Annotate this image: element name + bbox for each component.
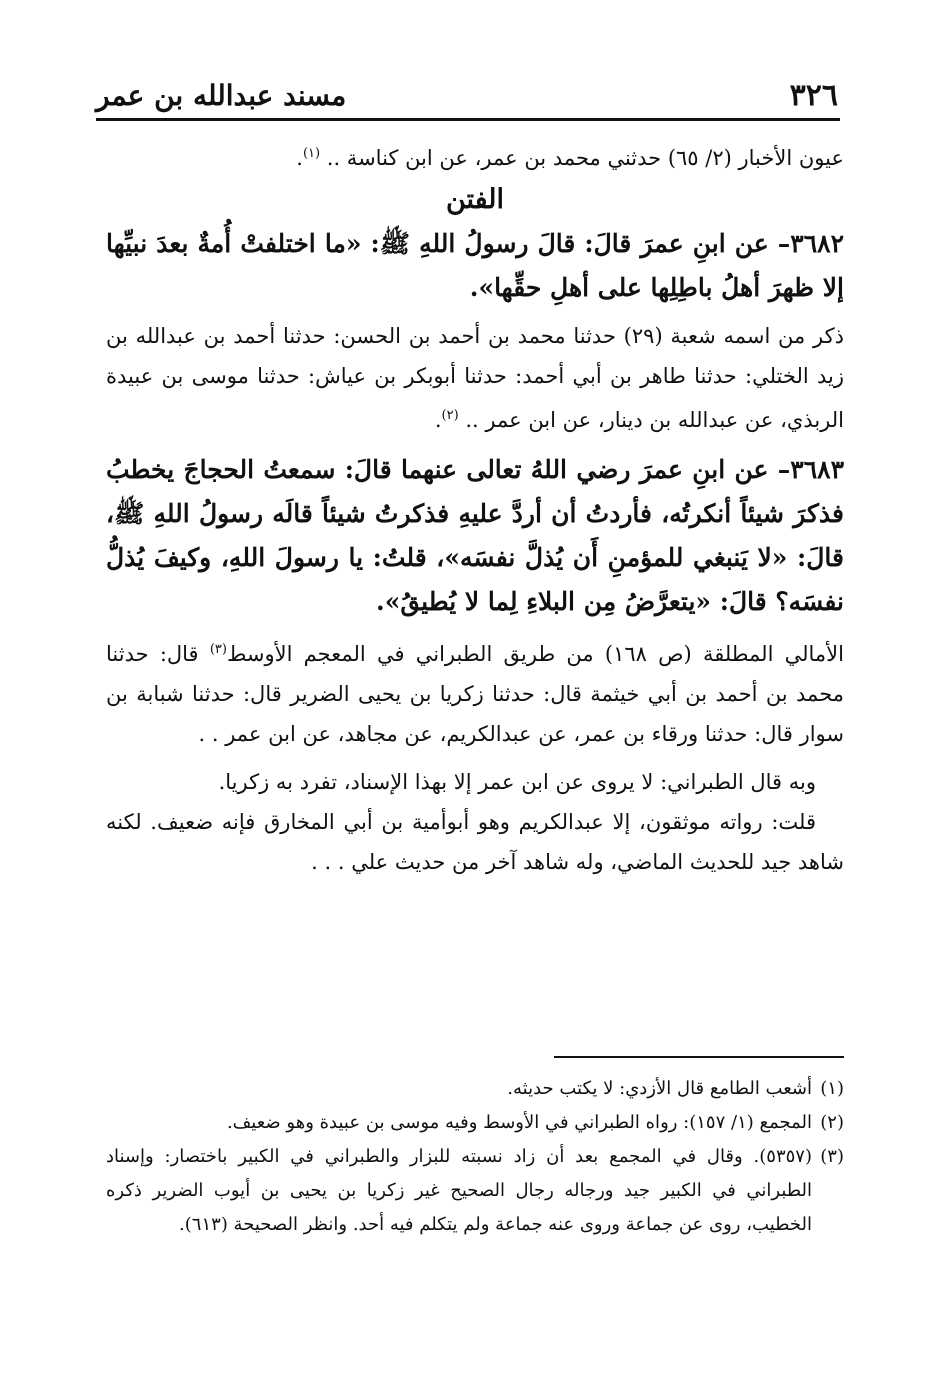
footnote-ref-3: (٣): [209, 642, 227, 657]
intro-end: .: [296, 146, 303, 170]
footnote-text: أشعب الطامع قال الأزدي: لا يكتب حديثه.: [507, 1078, 812, 1099]
running-title: مسند عبدالله بن عمر: [96, 79, 347, 112]
hadith-3683: ٣٦٨٣– عن ابنِ عمرَ رضي اللهُ تعالى عنهما قالَ: سمعتُ الحجاجَ يخطبُ فذكرَ شيئاً أنكرتُه، فأردتُ أن أردَّ عليهِ فذكرتُ شيئاً قالَه رسولُ اللهِ ﷺ، قالَ: «لا يَنبغي للمؤمنِ أَن يُذلَّ نفسَه»، قلتُ: يا رسولَ اللهِ، وكيفَ يُذلُّ نفسَه؟ قالَ: «يتعرَّضُ مِن البلاءِ لِما لا يُطيقُ».: [106, 455, 844, 616]
footnote-number: (٣): [820, 1146, 844, 1167]
source-3683-text-a: الأمالي المطلقة (ص ١٦٨) من طريق الطبراني في المعجم الأوسط: [226, 642, 844, 666]
footnotes: [106, 1072, 844, 1242]
section-title: الفتن: [445, 184, 505, 215]
footnote-rule: [554, 1056, 844, 1058]
footnote-ref-2: (٢): [441, 408, 459, 423]
tabarani-remark: وبه قال الطبراني: لا يروى عن ابن عمر إلا بهذا الإسناد، تفرد به زكريا.: [218, 770, 816, 794]
intro-text: عيون الأخبار (٢/ ٦٥) حدثني محمد بن عمر، عن ابن كناسة ..: [320, 146, 844, 170]
footnote-text: (٥٣٥٧). وقال في المجمع بعد أن زاد نسبته للبزار والطبراني في الكبير باختصار: وإسناد الطبراني في الكبير جيد ورجاله رجال الصحيح غير زكريا بن يحيى بن أيوب الضرير ذكره الخطيب، روى عن جماعة وروى عنه جماعة ولم يتكلم فيه أحد. وانظر الصحيحة (٦١٣).: [106, 1146, 812, 1235]
source-3683: [106, 630, 844, 754]
source-3683-text-b: قال: حدثنا محمد بن أحمد بن أبي خيثمة قال: حدثنا زكريا بن يحيى الضرير قال: حدثنا شبابة بن سوار قال: حدثنا ورقاء بن عمر، عن عبدالكريم، عن مجاهد، عن ابن عمر . .: [106, 642, 844, 746]
footnote-2: [106, 1106, 844, 1140]
page-header: [96, 76, 838, 116]
header-rule: [96, 118, 840, 121]
source-3682-text: ذكر من اسمه شعبة (٢٩) حدثنا محمد بن أحمد بن الحسن: حدثنا أحمد بن عبدالله بن زيد الختلي: حدثنا طاهر بن أبي أحمد: حدثنا أبوبكر بن عياش: حدثنا موسى بن عبيدة الربذي، عن عبدالله بن دينار، عن ابن عمر ..: [106, 324, 844, 432]
footnote-1: [106, 1072, 844, 1106]
source-3682: [106, 316, 844, 440]
footnote-text: المجمع (١/ ١٥٧): رواه الطبراني في الأوسط وفيه موسى بن عبيدة وهو ضعيف.: [226, 1112, 812, 1133]
author-comment: قلت: رواته موثقون، إلا عبدالكريم وهو أبوأمية بن أبي المخارق فإنه ضعيف. لكنه شاهد جيد للحديث الماضي، وله شاهد آخر من حديث علي . . .: [106, 810, 844, 874]
hadith-3682: ٣٦٨٢– عن ابنِ عمرَ قالَ: قالَ رسولُ اللهِ ﷺ: «ما اختلفتْ أُمةٌ بعدَ نبيِّها إلا ظهرَ أهلُ باطِلِها على أهلِ حقِّها».: [106, 229, 844, 302]
main-text: [106, 134, 844, 882]
footnote-3: [106, 1140, 844, 1242]
page-number: ٣٢٦: [789, 78, 838, 113]
footnote-number: (١): [820, 1078, 844, 1099]
footnote-ref-1: (١): [302, 146, 321, 161]
intro-line: [106, 134, 844, 178]
footnote-number: (٢): [820, 1112, 844, 1133]
source-3682-end: .: [434, 408, 442, 432]
